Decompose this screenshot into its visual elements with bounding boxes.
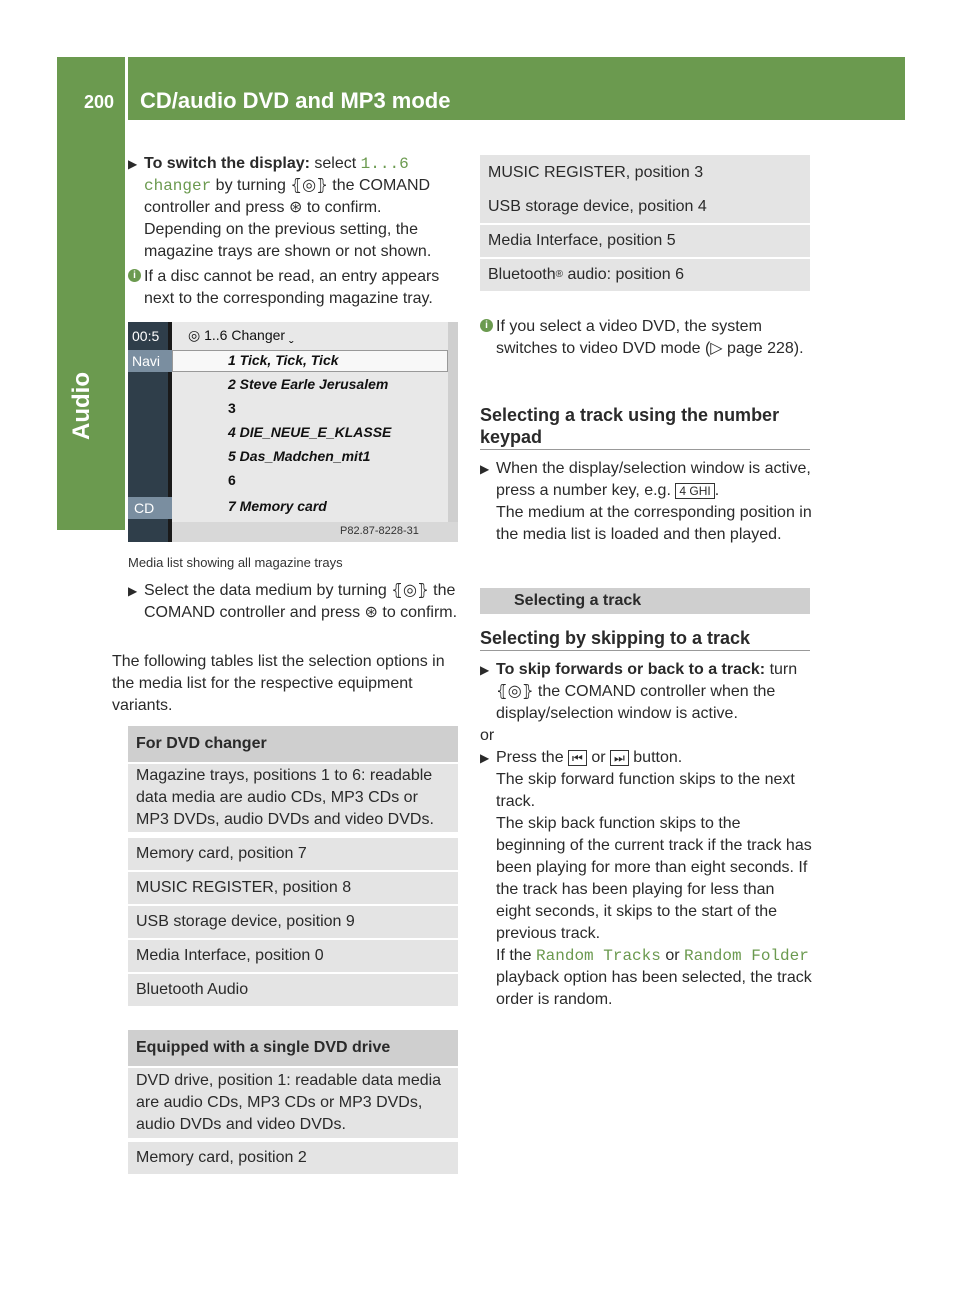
screen-row: 6 xyxy=(228,472,236,488)
step-text: turn ⦃◎⦄ the COMAND controller when the display/selection window is active. xyxy=(496,661,798,722)
arrow-icon: ▶ xyxy=(480,462,490,476)
step-detail xyxy=(480,945,812,1011)
table-row: DVD drive, position 1: readable data media are audio CDs, MP3 CDs or MP3 DVDs, audio DVDs and video DVDs. xyxy=(128,1068,458,1138)
skip-forward-icon: ⏭ xyxy=(610,750,629,766)
left-steps xyxy=(128,580,460,624)
left-intro xyxy=(128,153,460,310)
screen-row: 5 Das_Madchen_mit1 xyxy=(228,448,371,464)
step-detail: The skip back function skips to the beginning of the current track if the track has been playing for more than eight seconds. If the track has been playing for less than eight seconds, it skips to the start of the previous track. xyxy=(496,815,812,942)
table-row: USB storage device, position 9 xyxy=(128,906,458,938)
info-icon: i xyxy=(128,269,141,282)
right-skip-steps xyxy=(480,659,812,1011)
step-text: When the display/selection window is active, press a number key, e.g. xyxy=(496,460,811,499)
info-icon: i xyxy=(480,319,493,332)
screen-row: 7 Memory card xyxy=(228,498,327,514)
table-row: Memory card, position 2 xyxy=(128,1142,458,1174)
step-text: or xyxy=(591,749,606,766)
info-note xyxy=(128,266,460,310)
step-text: button. xyxy=(633,749,683,766)
code-text: Random Folder xyxy=(684,947,809,965)
table-row: Memory card, position 7 xyxy=(128,838,458,870)
screen-row: 4 DIE_NEUE_E_KLASSE xyxy=(228,424,392,440)
figure-caption: Media list showing all magazine trays xyxy=(128,555,343,570)
screen-cd: CD xyxy=(128,497,172,519)
step-text: by turning ⦃◎⦄ the COMAND controller and press ⊛ to confirm. xyxy=(144,177,431,216)
header-divider xyxy=(125,57,128,120)
table-row: MUSIC REGISTER, position 8 xyxy=(128,872,458,904)
step-lead: To switch the display: xyxy=(144,155,310,172)
step-keypad: ▶ When the display/selection window is active, press a number key, e.g. 4 GHI . xyxy=(480,460,811,499)
table-row: MUSIC REGISTER, position 3 xyxy=(480,155,810,191)
step-press xyxy=(480,747,812,769)
arrow-icon: ▶ xyxy=(128,584,138,598)
step-select-medium xyxy=(128,580,460,624)
row-text: audio: position 6 xyxy=(567,266,684,283)
screen-navi: Navi xyxy=(128,350,172,372)
screen-clock: 00:5 xyxy=(132,328,160,344)
page-title: CD/audio DVD and MP3 mode xyxy=(140,88,451,113)
or-text: or xyxy=(480,727,495,744)
heading-rule xyxy=(480,449,810,450)
left-para xyxy=(112,651,460,717)
side-tab xyxy=(57,120,125,530)
table-row: Magazine trays, positions 1 to 6: readable data media are audio CDs, MP3 CDs or MP3 DVDs, audio DVDs and video DVDs. xyxy=(128,764,458,832)
section-heading: Selecting a track using the number keypad xyxy=(480,405,780,447)
screen-code: P82.87-8228-31 xyxy=(340,525,419,537)
number-key-icon: 4 GHI xyxy=(675,483,714,499)
section-heading: Selecting by skipping to a track xyxy=(480,628,751,648)
code-text: changer xyxy=(144,177,212,195)
reg-mark: ® xyxy=(555,269,563,280)
code-text: Random Tracks xyxy=(536,947,661,965)
table-row xyxy=(480,259,810,291)
step-detail: The skip forward function skips to the next track. xyxy=(496,771,795,810)
page-number: 200 xyxy=(84,92,115,112)
paragraph: The following tables list the selection options in the media list for the respective equipment variants. xyxy=(112,653,445,714)
step-detail: Depending on the previous setting, the magazine trays are shown or not shown. xyxy=(144,221,432,260)
info-note xyxy=(480,316,812,360)
table-row: Bluetooth Audio xyxy=(128,974,458,1006)
screen-row: 2 Steve Earle Jerusalem xyxy=(228,376,389,392)
table-row: Media Interface, position 5 xyxy=(480,225,810,257)
info-text: If a disc cannot be read, an entry appears next to the corresponding magazine tray. xyxy=(144,268,440,307)
heading-rule xyxy=(480,650,810,651)
step-text: Press the xyxy=(496,749,564,766)
side-label: Audio xyxy=(68,372,95,440)
step-switch-display xyxy=(128,153,460,219)
arrow-icon: ▶ xyxy=(480,751,490,765)
screen-row: 3 xyxy=(228,400,236,416)
detail-text: or xyxy=(665,947,680,964)
section-banner: Selecting a track xyxy=(480,588,810,614)
table-header: Equipped with a single DVD drive xyxy=(128,1030,458,1066)
right-keypad-steps xyxy=(480,458,812,546)
table-row: Media Interface, position 0 xyxy=(128,940,458,972)
table-header: For DVD changer xyxy=(128,726,458,762)
screen-title: ◎ 1..6 Changer ˬ xyxy=(188,327,294,343)
right-info xyxy=(480,316,812,360)
skip-back-icon: ⏮ xyxy=(568,750,587,766)
row-text: Bluetooth xyxy=(488,266,556,283)
table-row: USB storage device, position 4 xyxy=(480,191,810,223)
step-lead: To skip forwards or back to a track: xyxy=(496,661,766,678)
detail-text: playback option has been selected, the track order is random. xyxy=(496,969,812,1008)
screen-scrollbar xyxy=(448,322,458,522)
step-text: Select the data medium by turning ⦃◎⦄ the COMAND controller and press ⊛ to confirm. xyxy=(144,582,458,621)
detail-text: If the xyxy=(496,947,532,964)
arrow-icon: ▶ xyxy=(128,157,138,171)
step-text: select xyxy=(314,155,357,172)
step-detail: The medium at the corresponding position in the media list is loaded and then played. xyxy=(496,504,812,543)
step-skip xyxy=(480,659,812,725)
arrow-icon: ▶ xyxy=(480,663,490,677)
info-text: If you select a video DVD, the system switches to video DVD mode (▷ page 228). xyxy=(496,318,804,357)
media-list-screenshot xyxy=(128,322,458,542)
screen-row: 1 Tick, Tick, Tick xyxy=(228,352,339,368)
code-text: 1...6 xyxy=(360,155,409,173)
